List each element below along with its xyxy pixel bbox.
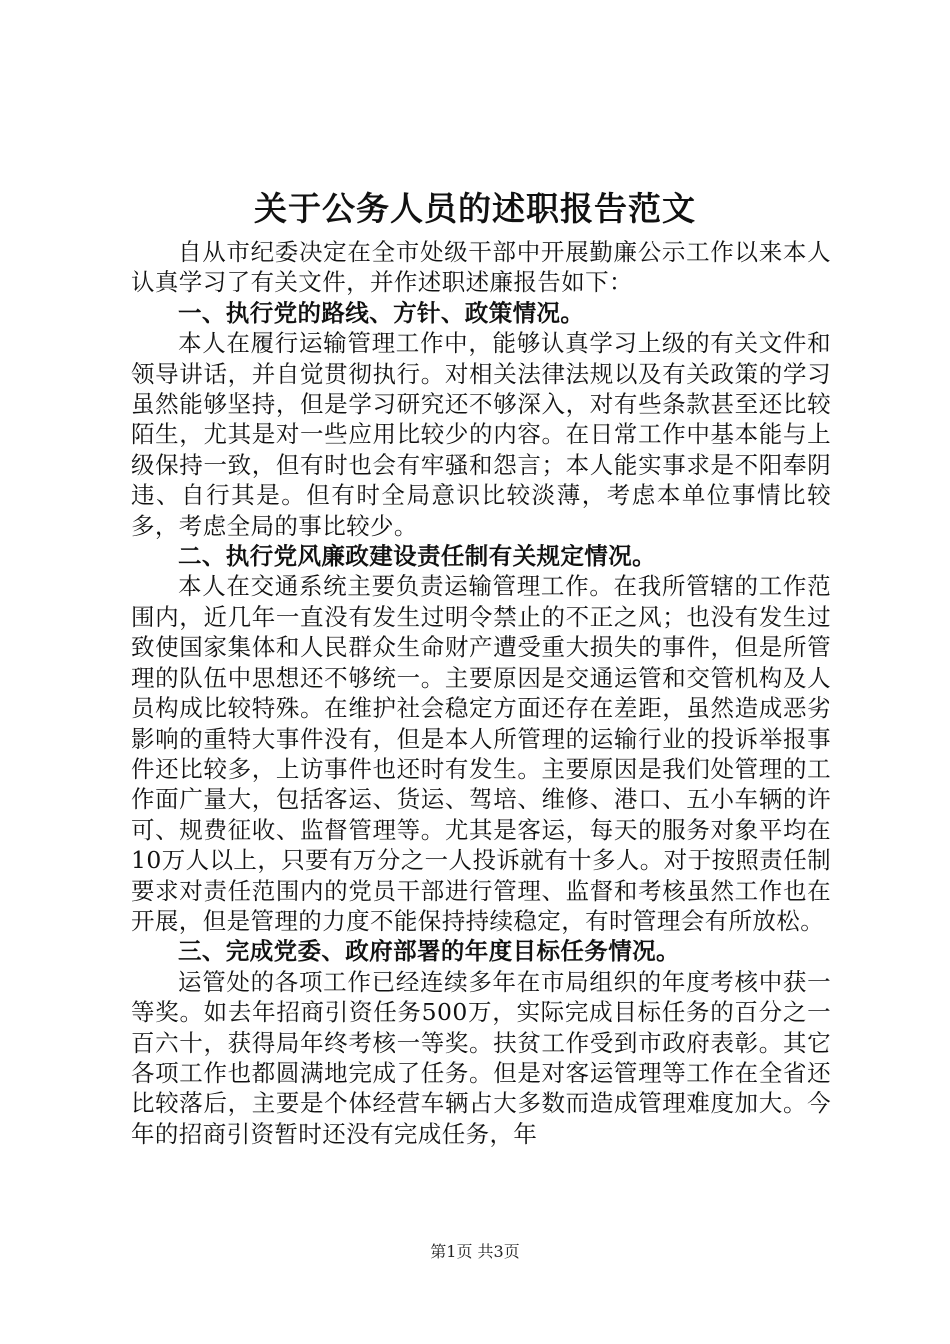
section-heading-3: 三、完成党委、政府部署的年度目标任务情况。: [178, 937, 680, 966]
document-body: [131, 237, 831, 1149]
section-3-paragraph: 运管处的各项工作已经连续多年在市局组织的年度考核中获一等奖。如去年招商引资任务500万，实际完成目标任务的百分之一百六十，获得局年终考核一等奖。扶贫工作受到市政府表彰。其它各项工作也都圆满地完成了任务。但是对客运管理等工作在全省还比较落后，主要是个体经营车辆占大多数而造成管理难度加大。今年的招商引资暂时还没有完成任务，年: [131, 967, 831, 1148]
section-heading-2: 二、执行党风廉政建设责任制有关规定情况。: [178, 542, 656, 571]
section-1-paragraph: 本人在履行运输管理工作中，能够认真学习上级的有关文件和领导讲话，并自觉贯彻执行。对相关法律法规以及有关政策的学习虽然能够坚持，但是学习研究还不够深入，对有些条款甚至还比较陌生，尤其是对一些应用比较少的内容。在日常工作中基本能与上级保持一致，但有时也会有牢骚和怨言；本人能实事求是不阳奉阴违、自行其是。但有时全局意识比较淡薄，考虑本单位事情比较多，考虑全局的事比较少。: [131, 329, 831, 540]
section-heading-1: 一、执行党的路线、方针、政策情况。: [178, 298, 585, 327]
section-2-paragraph: 本人在交通系统主要负责运输管理工作。在我所管辖的工作范围内，近几年一直没有发生过明令禁止的不正之风；也没有发生过致使国家集体和人民群众生命财产遭受重大损失的事件，但是所管理的队伍中思想还不够统一。主要原因是交通运管和交管机构及人员构成比较特殊。在维护社会稳定方面还存在差距，虽然造成恶劣影响的重特大事件没有，但是本人所管理的运输行业的投诉举报事件还比较多，上访事件也还时有发生。主要原因是我们处管理的工作面广量大，包括客运、货运、驾培、维修、港口、五小车辆的许可、规费征收、监督管理等。尤其是客运，每天的服务对象平均在10万人以上，只要有万分之一人投诉就有十多人。对于按照责任制要求对责任范围内的党员干部进行管理、监督和考核虽然工作也在开展，但是管理的力度不能保持持续稳定，有时管理会有所放松。: [131, 572, 831, 935]
document-title: 关于公务人员的述职报告范文: [254, 189, 696, 228]
page-number-footer: 第1页 共3页: [430, 1242, 520, 1261]
intro-paragraph: 自从市纪委决定在全市处级干部中开展勤廉公示工作以来本人认真学习了有关文件，并作述职述廉报告如下：: [131, 238, 831, 297]
